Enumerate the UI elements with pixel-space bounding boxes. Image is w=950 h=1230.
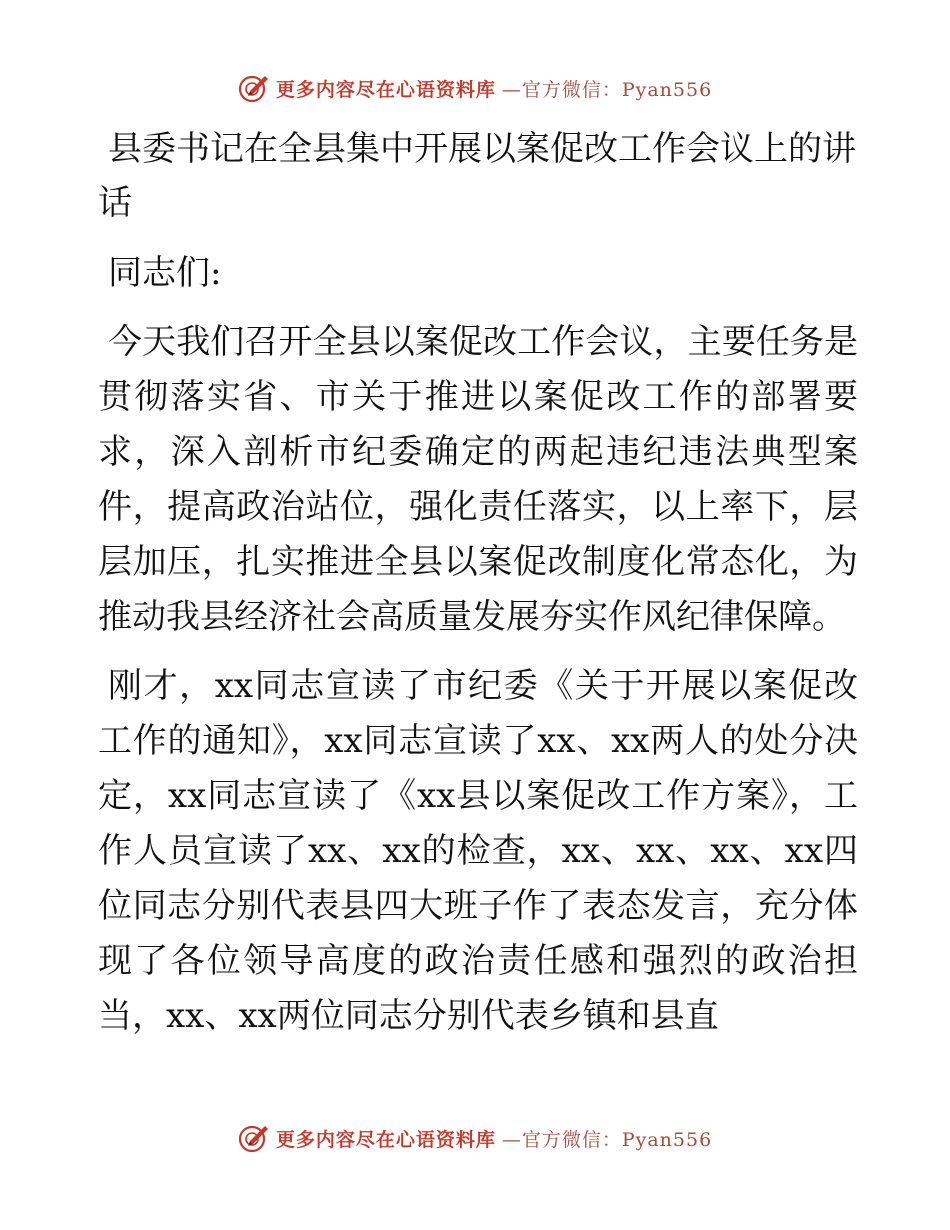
pen-logo-icon — [238, 1122, 270, 1154]
banner-wechat-text: —官方微信：Pyan556 — [501, 78, 713, 101]
footer-banner — [0, 1122, 950, 1154]
document-body — [98, 122, 858, 1058]
document-title: 县委书记在全县集中开展以案促改工作会议上的讲话 — [98, 129, 856, 223]
header-banner — [0, 72, 950, 104]
banner-brand-text: 更多内容尽在心语资料库 — [275, 1128, 496, 1151]
pen-logo-icon — [238, 72, 270, 104]
salutation: 同志们: — [108, 253, 222, 293]
paragraph: 刚才，xx同志宣读了市纪委《关于开展以案促改工作的通知》，xx同志宣读了xx、xx两人的处分决定，xx同志宣读了《xx县以案促改工作方案》，工作人员宣读了xx、xx的检查，xx、xx、xx、xx四位同志分别代表县四大班子作了表态发言，充分体现了各位领导高度的政治责任感和强烈的政治担当，xx、xx两位同志分别代表乡镇和县直 — [98, 666, 858, 1036]
banner-wechat-text: —官方微信：Pyan556 — [501, 1128, 713, 1151]
banner-brand-text: 更多内容尽在心语资料库 — [275, 78, 496, 101]
paragraph: 今天我们召开全县以案促改工作会议，主要任务是贯彻落实省、市关于推进以案促改工作的部署要求，深入剖析市纪委确定的两起违纪违法典型案件，提高政治站位，强化责任落实，以上率下，层层加压，扎实推进全县以案促改制度化常态化，为推动我县经济社会高质量发展夯实作风纪律保障。 — [98, 322, 858, 637]
